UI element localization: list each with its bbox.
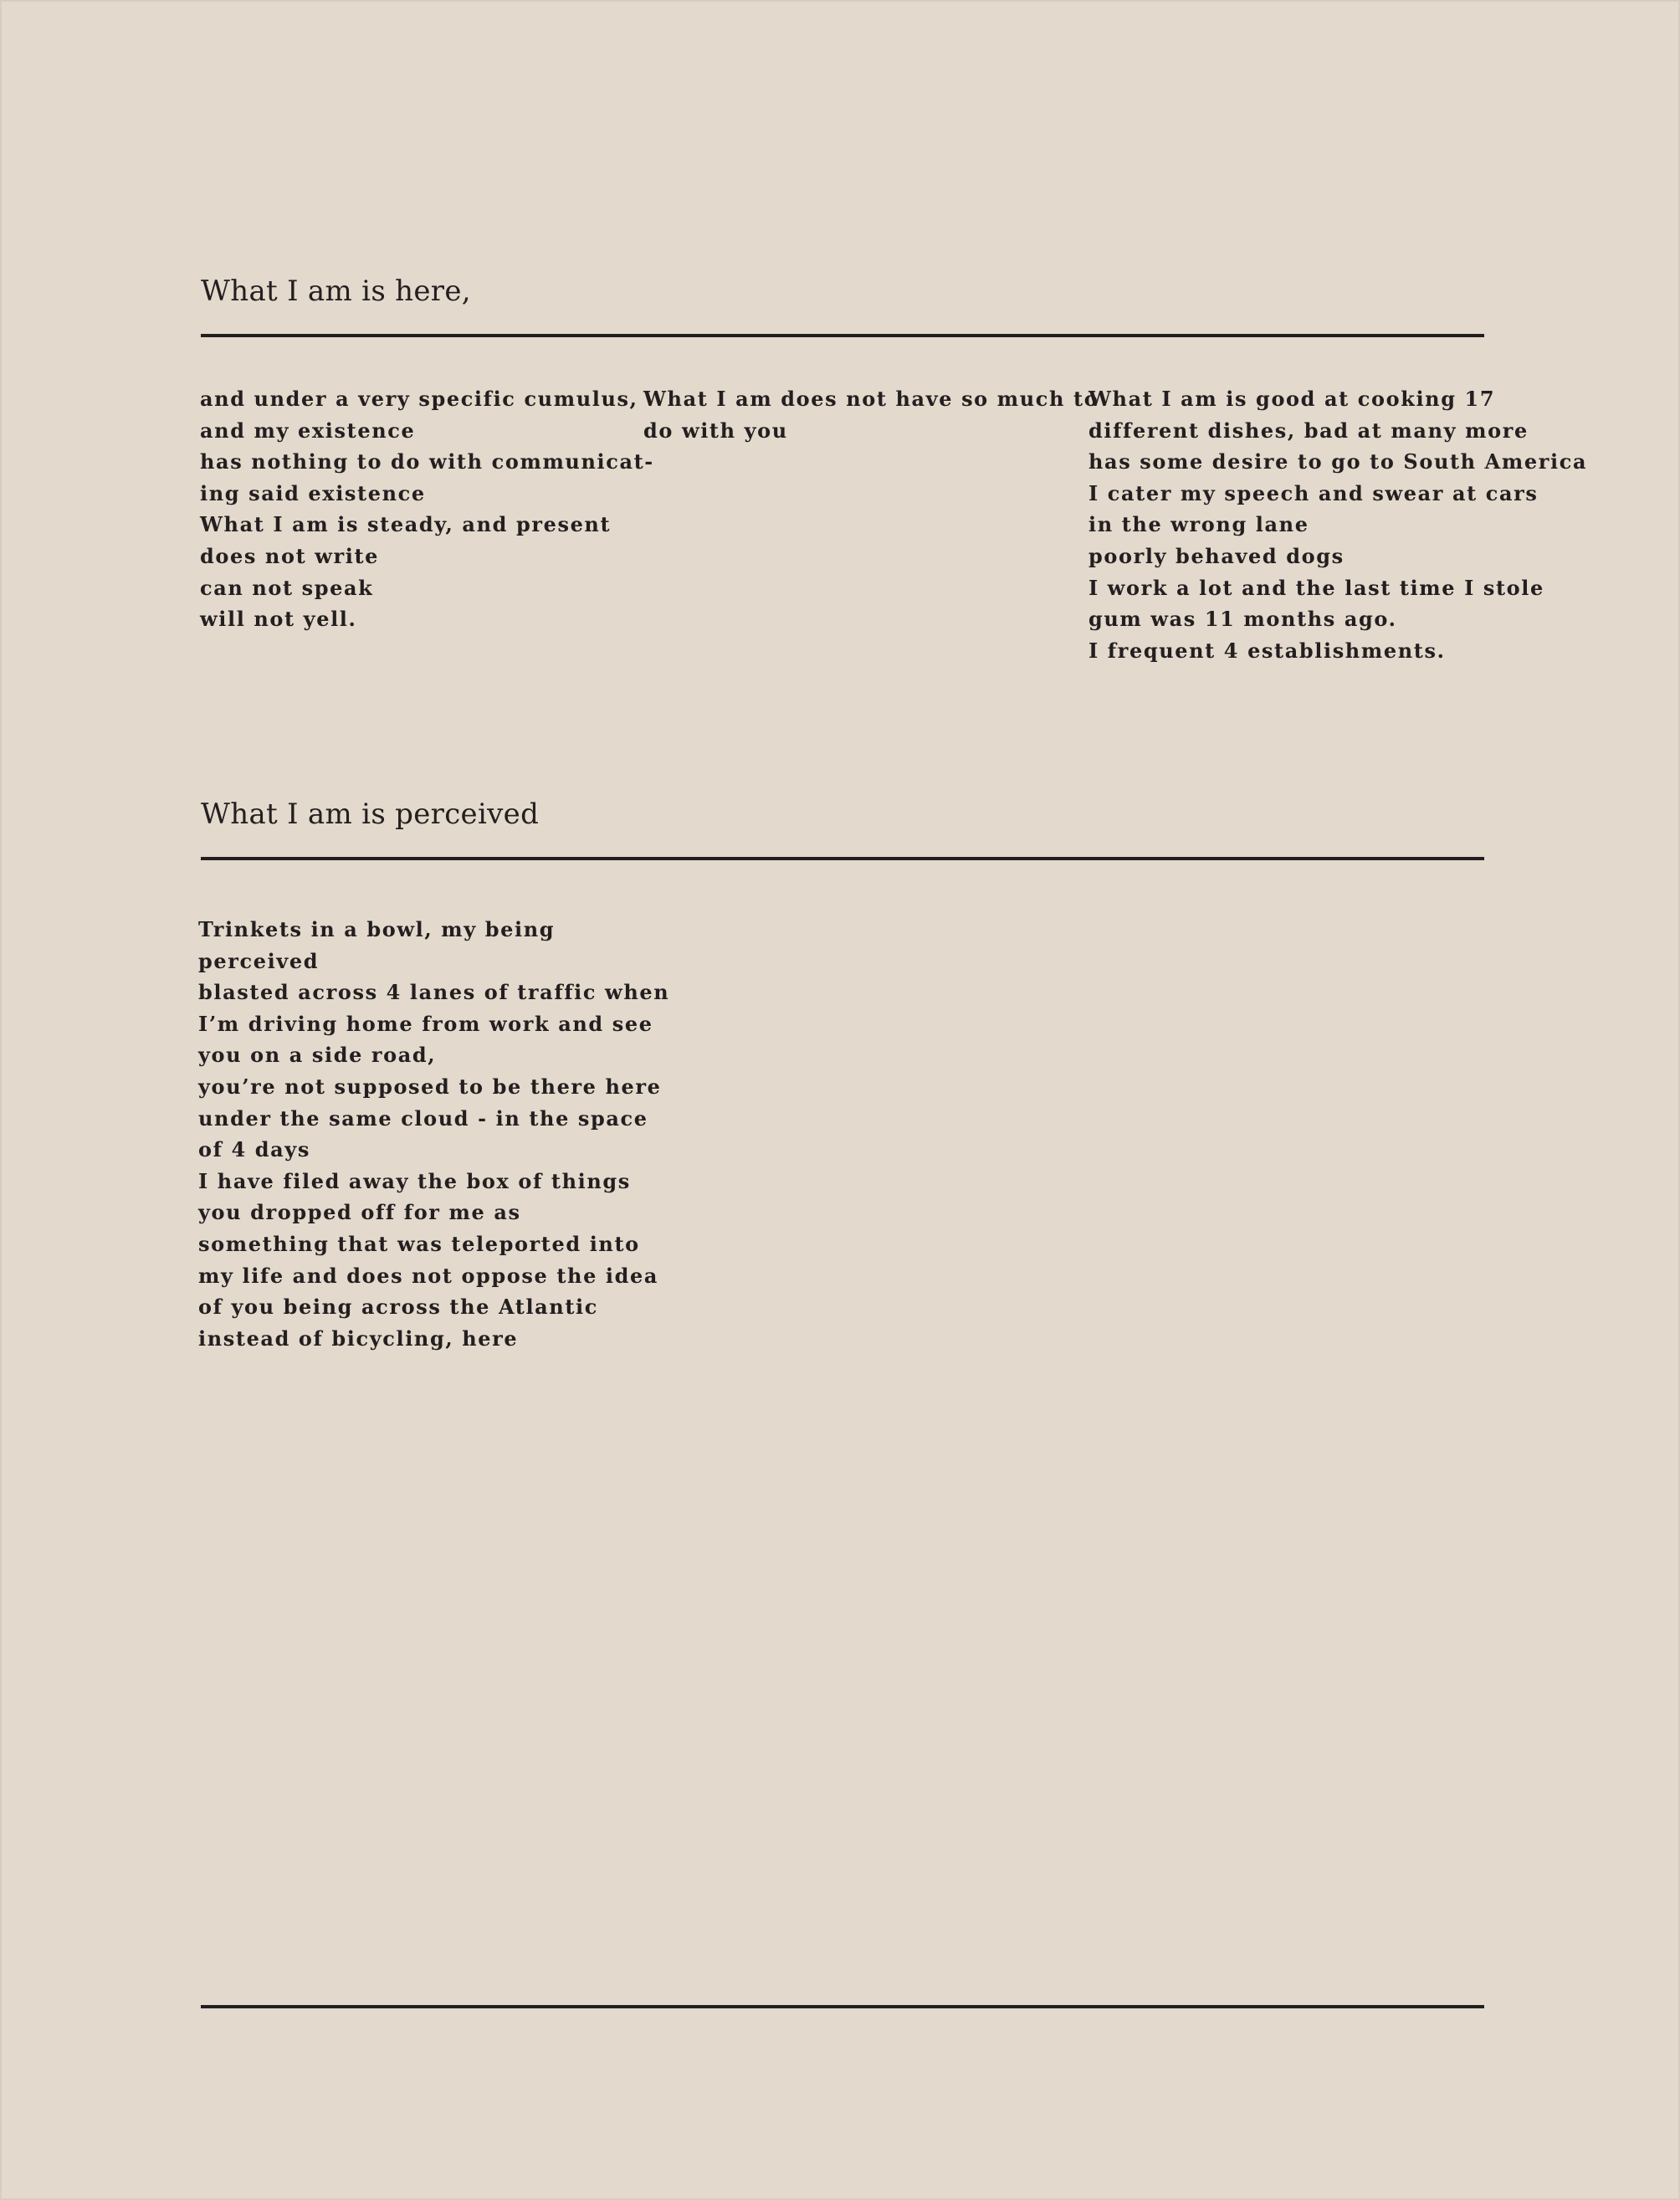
text-line: and under a very specific cumulus, [200, 387, 638, 411]
section-title-perceived: What I am is perceived [201, 797, 540, 831]
text-line: you on a side road, [198, 1043, 437, 1068]
text-line: has some desire to go to South America [1088, 449, 1588, 474]
text-line: I have filed away the box of things [198, 1168, 631, 1193]
section-divider-top [201, 334, 1484, 337]
text-line: What I am is steady, and present [200, 512, 612, 537]
text-line: in the wrong lane [1088, 512, 1309, 537]
text-column-cooking [1088, 383, 1588, 666]
text-line: my life and does not oppose the idea [198, 1263, 659, 1288]
text-line: instead of bicycling, here [198, 1326, 519, 1351]
text-line: something that was teleported into [198, 1231, 640, 1256]
text-line: you dropped off for me as [198, 1200, 521, 1225]
text-line: perceived [198, 948, 320, 973]
text-line: What I am is good at cooking 17 [1088, 387, 1496, 411]
text-line: I work a lot and the last time I stole [1088, 575, 1544, 600]
text-column-with-you [643, 383, 1099, 446]
text-line: I’m driving home from work and see [198, 1011, 653, 1036]
text-line: ing said existence [200, 480, 426, 505]
text-line: will not yell. [200, 607, 357, 632]
text-line: has nothing to do with communicat- [200, 449, 654, 474]
text-column-cumulus [200, 383, 654, 635]
text-line: do with you [643, 418, 788, 443]
text-line: does not write [200, 543, 380, 568]
text-line: under the same cloud - in the space [198, 1105, 648, 1131]
text-line: and my existence [200, 418, 416, 443]
section-title-here: What I am is here, [201, 274, 471, 308]
text-line: blasted across 4 lanes of traffic when [198, 980, 670, 1005]
text-line: can not speak [200, 575, 374, 600]
text-line: of you being across the Atlantic [198, 1295, 598, 1320]
text-line: poorly behaved dogs [1088, 543, 1345, 568]
text-column-trinkets [198, 914, 670, 1354]
text-line: Trinkets in a bowl, my being [198, 917, 556, 941]
text-line: different dishes, bad at many more [1088, 418, 1529, 443]
text-line: What I am does not have so much to [643, 387, 1099, 411]
section-divider-middle [201, 857, 1484, 860]
text-line: I frequent 4 establishments. [1088, 638, 1446, 663]
text-line: I cater my speech and swear at cars [1088, 480, 1539, 505]
footer-divider [201, 2005, 1484, 2008]
text-line: you’re not supposed to be there here [198, 1074, 662, 1099]
text-line: gum was 11 months ago. [1088, 607, 1397, 632]
text-line: of 4 days [198, 1137, 310, 1162]
